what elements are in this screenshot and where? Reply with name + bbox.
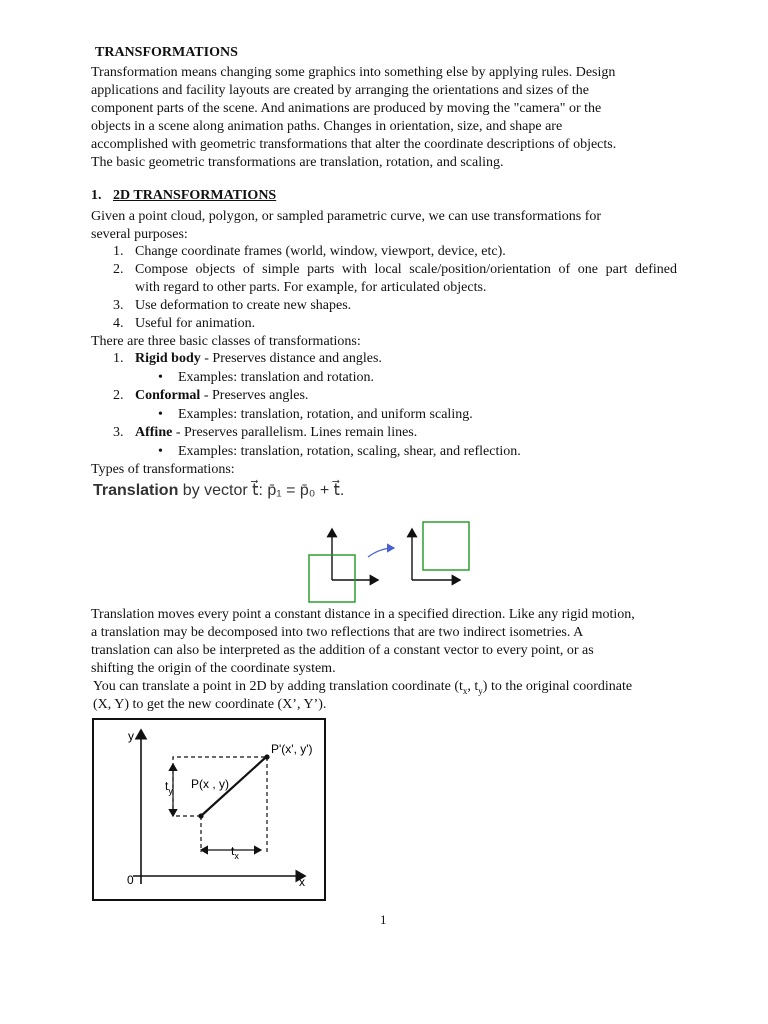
bullet-icon: • [158, 370, 163, 385]
point-p [198, 813, 203, 818]
point-translation-diagram [91, 718, 327, 902]
translation-figure [300, 515, 490, 610]
section-title: 2D TRANSFORMATIONS [113, 188, 277, 203]
point-p-label: P(x , y) [191, 777, 229, 791]
translation-formula [93, 480, 344, 500]
list-text: Change coordinate frames (world, window, viewport, device, etc). [135, 244, 506, 259]
bullet-icon: • [158, 407, 163, 422]
translation-arrow-icon [368, 548, 394, 557]
list-number: 2. [113, 262, 124, 277]
section-heading [91, 188, 276, 204]
text-span: ) to the original coordinate [482, 679, 633, 694]
original-frame [309, 529, 378, 602]
class-name: Conformal [135, 388, 201, 403]
paragraph-line: shifting the origin of the coordinate system. [91, 661, 336, 676]
list-text: Compose objects of simple parts with local scale/position/orientation of one part defined [135, 262, 677, 277]
origin-label: 0 [127, 873, 134, 887]
tx-label: $t_x$ [231, 844, 239, 861]
ty-label: $t_y$ [165, 779, 173, 796]
example-text: Examples: translation and rotation. [178, 370, 374, 385]
class-name: Affine [135, 425, 173, 440]
example-text: Examples: translation, rotation, scaling, shear, and reflection. [178, 444, 521, 459]
subscript: y [478, 685, 483, 696]
section-number: 1. [91, 188, 102, 203]
text-span: You can translate a point in 2D by adding translation coordinate (t [93, 679, 463, 694]
section-intro-line: Given a point cloud, polygon, or sampled parametric curve, we can use transformations for [91, 209, 602, 224]
list-number: 3. [113, 298, 124, 313]
classes-intro: There are three basic classes of transformations: [91, 334, 361, 349]
class-name: Rigid body [135, 351, 201, 366]
formula-text: by vector t⃗: p̄₁ = p̄₀ + t⃗. [178, 482, 345, 499]
example-text: Examples: translation, rotation, and uniform scaling. [178, 407, 473, 422]
y-axis-label: y [128, 729, 134, 743]
paragraph-line: Translation moves every point a constant distance in a specified direction. Like any rigid motion, [91, 607, 635, 622]
list-text: Use deformation to create new shapes. [135, 298, 352, 313]
page-title: TRANSFORMATIONS [95, 45, 238, 60]
intro-line: component parts of the scene. And animations are produced by moving the "camera" or the [91, 101, 602, 116]
x-axis-label: x [299, 875, 305, 889]
point-p-prime-label: P'(x', y') [271, 742, 313, 756]
text-span: , t [467, 679, 479, 694]
list-number: 2. [113, 388, 124, 403]
list-number: 1. [113, 244, 124, 259]
paragraph-line: translation can also be interpreted as the addition of a constant vector to every point, or as [91, 643, 594, 658]
page-number: 1 [380, 912, 387, 927]
translated-frame [412, 522, 469, 580]
subscript: x [462, 685, 468, 696]
list-text: with regard to other parts. For example, for articulated objects. [135, 280, 487, 295]
list-number: 1. [113, 351, 124, 366]
intro-line: accomplished with geometric transformations that alter the coordinate descriptions of objects. [91, 137, 617, 152]
types-label: Types of transformations: [91, 462, 235, 477]
list-number: 4. [113, 316, 124, 331]
point-p-prime [264, 754, 269, 759]
translated-square [423, 522, 469, 570]
list-text: Useful for animation. [135, 316, 256, 331]
section-intro-line: several purposes: [91, 227, 188, 242]
intro-line: The basic geometric transformations are translation, rotation, and scaling. [91, 155, 504, 170]
class-description: - Preserves parallelism. Lines remain lines. [172, 425, 418, 440]
class-description: - Preserves distance and angles. [200, 351, 382, 366]
translate-point-line: (X, Y) to get the new coordinate (X’, Y’). [93, 697, 327, 712]
bullet-icon: • [158, 444, 163, 459]
intro-line: Transformation means changing some graphics into something else by applying rules. Design [91, 65, 616, 80]
paragraph-line: a translation may be decomposed into two reflections that are two indirect isometries. A [91, 625, 584, 640]
formula-bold: Translation [93, 482, 179, 499]
class-description: - Preserves angles. [200, 388, 309, 403]
list-number: 3. [113, 425, 124, 440]
intro-line: applications and facility layouts are created by arranging the orientations and sizes of the [91, 83, 589, 98]
intro-line: objects in a scene along animation paths. Changes in orientation, size, and shape are [91, 119, 563, 134]
